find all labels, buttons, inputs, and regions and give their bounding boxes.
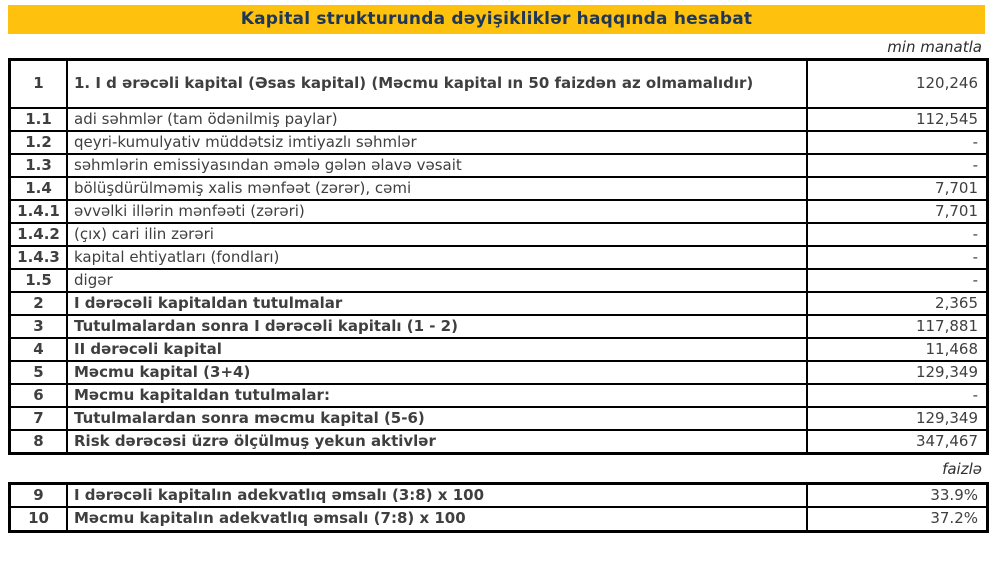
row-number-cell: 1.4.3 xyxy=(10,246,68,269)
row-label-cell: I dərəcəli kapitaldan tutulmalar xyxy=(67,292,807,315)
table-row xyxy=(10,269,988,292)
row-value-cell: - xyxy=(807,223,988,246)
table-row xyxy=(10,338,988,361)
row-label-cell: əvvəlki illərin mənfəəti (zərəri) xyxy=(67,200,807,223)
table-row xyxy=(10,177,988,200)
row-value-cell: 7,701 xyxy=(807,177,988,200)
row-value-cell: - xyxy=(807,131,988,154)
row-label-cell: adi səhmlər (tam ödənilmiş paylar) xyxy=(67,108,807,131)
row-value-cell: 37.2% xyxy=(807,507,988,531)
row-number-cell: 1.4.1 xyxy=(10,200,68,223)
row-number-cell: 9 xyxy=(10,483,68,507)
row-number-cell: 7 xyxy=(10,407,68,430)
row-value-cell: - xyxy=(807,269,988,292)
row-number-cell: 4 xyxy=(10,338,68,361)
row-label-cell: I dərəcəli kapitalın adekvatlıq əmsalı (3:8) x 100 xyxy=(67,483,807,507)
row-value-cell: 7,701 xyxy=(807,200,988,223)
report-title: Kapital strukturunda dəyişikliklər haqqında hesabat xyxy=(8,5,985,34)
row-number-cell: 1.5 xyxy=(10,269,68,292)
row-number-cell: 1.1 xyxy=(10,108,68,131)
row-value-cell: 2,365 xyxy=(807,292,988,315)
row-number-cell: 1 xyxy=(10,60,68,108)
row-value-cell: 112,545 xyxy=(807,108,988,131)
table-row xyxy=(10,60,988,108)
row-number-cell: 1.2 xyxy=(10,131,68,154)
row-number-cell: 5 xyxy=(10,361,68,384)
table-row xyxy=(10,507,988,531)
row-value-cell: - xyxy=(807,384,988,407)
row-label-cell: II dərəcəli kapital xyxy=(67,338,807,361)
table-row xyxy=(10,131,988,154)
row-number-cell: 1.4 xyxy=(10,177,68,200)
row-number-cell: 8 xyxy=(10,430,68,454)
row-number-cell: 1.4.2 xyxy=(10,223,68,246)
row-number-cell: 10 xyxy=(10,507,68,531)
table-row xyxy=(10,108,988,131)
table-row xyxy=(10,246,988,269)
row-label-cell: qeyri-kumulyativ müddətsiz imtiyazlı səhmlər xyxy=(67,131,807,154)
row-label-cell: Məcmu kapital (3+4) xyxy=(67,361,807,384)
row-label-cell: (çıx) cari ilin zərəri xyxy=(67,223,807,246)
row-value-cell: 129,349 xyxy=(807,361,988,384)
table-row xyxy=(10,407,988,430)
table-row xyxy=(10,384,988,407)
capital-structure-table xyxy=(8,58,989,455)
table-row xyxy=(10,292,988,315)
row-number-cell: 6 xyxy=(10,384,68,407)
row-label-cell: 1. I d ərəcəli kapital (Əsas kapital) (Məcmu kapital ın 50 faizdən az olmamalıdır) xyxy=(67,60,807,108)
row-value-cell: 347,467 xyxy=(807,430,988,454)
table-row xyxy=(10,315,988,338)
table-row xyxy=(10,483,988,507)
row-number-cell: 2 xyxy=(10,292,68,315)
capital-structure-table-body xyxy=(10,60,988,454)
row-value-cell: 117,881 xyxy=(807,315,988,338)
unit-label-faizle: faizlə xyxy=(942,459,982,478)
table-row xyxy=(10,223,988,246)
row-value-cell: 129,349 xyxy=(807,407,988,430)
row-label-cell: Tutulmalardan sonra I dərəcəli kapitalı (1 - 2) xyxy=(67,315,807,338)
unit-label-min-manatla: min manatla xyxy=(887,38,982,56)
table-row xyxy=(10,361,988,384)
row-value-cell: 33.9% xyxy=(807,483,988,507)
row-label-cell: bölüşdürülməmiş xalis mənfəət (zərər), cəmi xyxy=(67,177,807,200)
row-label-cell: Məcmu kapitalın adekvatlıq əmsalı (7:8) x 100 xyxy=(67,507,807,531)
adequacy-ratio-table xyxy=(8,482,989,533)
row-label-cell: Məcmu kapitaldan tutulmalar: xyxy=(67,384,807,407)
table-row xyxy=(10,430,988,454)
adequacy-ratio-table-body xyxy=(10,483,988,531)
row-label-cell: səhmlərin emissiyasından əmələ gələn əlavə vəsait xyxy=(67,154,807,177)
row-value-cell: - xyxy=(807,154,988,177)
row-label-cell: kapital ehtiyatları (fondları) xyxy=(67,246,807,269)
row-value-cell: - xyxy=(807,246,988,269)
row-value-cell: 11,468 xyxy=(807,338,988,361)
row-label-cell: Risk dərəcəsi üzrə ölçülmuş yekun aktivlər xyxy=(67,430,807,454)
row-label-cell: Tutulmalardan sonra məcmu kapital (5-6) xyxy=(67,407,807,430)
row-number-cell: 1.3 xyxy=(10,154,68,177)
row-label-cell: digər xyxy=(67,269,807,292)
table-row xyxy=(10,200,988,223)
table-row xyxy=(10,154,988,177)
row-number-cell: 3 xyxy=(10,315,68,338)
row-value-cell: 120,246 xyxy=(807,60,988,108)
